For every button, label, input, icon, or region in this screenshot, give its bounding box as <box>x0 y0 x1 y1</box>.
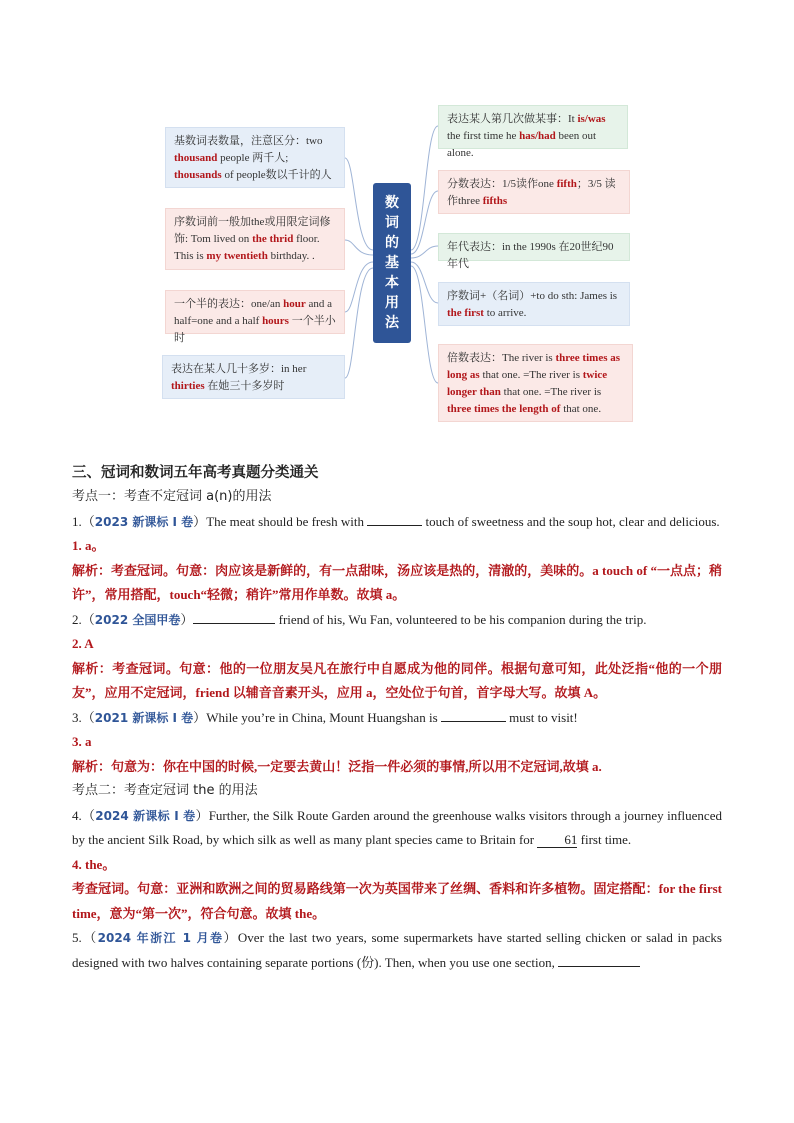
mindmap-left-item-3 <box>165 290 345 344</box>
item-highlight: hour <box>283 298 306 310</box>
item-text: 序数词+（名词）+to do sth: James is <box>447 290 618 302</box>
explanation-1: 解析：考查冠词。句意：肉应该是新鲜的，有一点甜味，汤应该是热的，清澈的，美味的。a touch of “一点点；稍许”，常用搭配，touch“轻微；稍许”常用作单数。故填 a。 <box>72 562 722 602</box>
question-text: first time. <box>577 832 632 847</box>
center-char: 用 <box>385 295 399 311</box>
question-3 <box>72 706 722 731</box>
item-text: 分数表达：1/5读作one <box>447 178 557 190</box>
item-text: ；3/5 读作three <box>447 178 616 207</box>
item-text: 在她三十多岁时 <box>204 380 285 392</box>
answer-blank[interactable] <box>558 952 640 967</box>
question-text: friend of his, Wu Fan, volunteered to be his companion during the trip. <box>275 611 647 627</box>
item-text: the first time he <box>447 130 520 142</box>
answer-blank[interactable] <box>367 511 422 526</box>
item-highlight: three times the length of <box>447 403 561 415</box>
answer-1: 1. a。 <box>72 538 105 553</box>
center-char: 的 <box>385 235 399 251</box>
item-highlight: my twentieth <box>206 250 268 262</box>
mind-map <box>0 0 794 440</box>
item-highlight: the thrid <box>252 233 294 245</box>
item-highlight: is/was <box>577 113 606 125</box>
question-number-close: ） <box>193 513 207 529</box>
question-text: Further, the Silk Route Garden around the greenhouse walks visitors through a journey influenced by the ancient Silk Road, by which silk as well as many plant species came to Britain for <box>72 807 722 847</box>
mindmap-left-item-2 <box>165 208 345 270</box>
item-text: 表达在某人几十多岁：in her <box>171 363 307 375</box>
mindmap-right-item-2 <box>438 170 630 214</box>
question-text: must to visit! <box>505 709 578 725</box>
item-text: to arrive. <box>483 307 527 319</box>
item-text: been out alone. <box>447 130 597 159</box>
center-char: 数 <box>385 195 399 211</box>
item-text: and a half=one and a half <box>174 298 332 327</box>
item-text: 一个半的表达：one/an <box>174 298 284 310</box>
question-5 <box>72 926 722 975</box>
answer-4: 4. the。 <box>72 856 116 872</box>
item-text: 表达某人第几次做某事：It <box>447 113 578 125</box>
item-highlight: the first <box>447 307 484 319</box>
explanation-3: 解析：句意为：你在中国的时候,一定要去黄山！泛指一件必须的事情,所以用不定冠词,故填 a. <box>72 758 602 774</box>
section-title: 三、冠词和数词五年高考真题分类通关 <box>72 465 319 481</box>
item-text: people 两千人; <box>217 152 289 164</box>
question-number-close: ） <box>223 930 238 945</box>
question-number-close: ） <box>193 709 207 725</box>
question-number-close: ） <box>180 611 194 627</box>
question-number-close: ） <box>195 807 209 823</box>
center-char: 法 <box>385 315 399 331</box>
question-text: The meat should be fresh with <box>206 513 368 529</box>
question-source: 2023 新课标 I 卷 <box>94 514 194 529</box>
mindmap-right-item-3 <box>438 233 630 270</box>
mindmap-left-item-4 <box>162 355 345 399</box>
question-number: 5.（ <box>72 930 98 945</box>
item-highlight: fifths <box>482 195 508 207</box>
question-2 <box>72 608 722 633</box>
item-text: 倍数表达：The river is <box>447 352 556 364</box>
item-text: birthday. . <box>267 250 315 262</box>
question-source: 2022 全国甲卷 <box>94 612 181 627</box>
answer-2: 2. A <box>72 636 94 651</box>
item-text: that one. <box>560 403 602 415</box>
answer-blank-numbered[interactable]: 61 <box>537 832 577 848</box>
mindmap-right-item-5 <box>438 344 633 422</box>
item-text: 一个半小时 <box>174 315 336 344</box>
explanation-4: 考查冠词。句意：亚洲和欧洲之间的贸易路线第一次为英国带来了丝绸、香料和许多植物。固定搭配：for the first time，意为“第一次”，符合句意。故填 the。 <box>72 881 722 921</box>
mindmap-center-node <box>373 183 411 343</box>
mindmap-right-item-1 <box>438 105 628 159</box>
item-text: that one. =The river is <box>500 386 602 398</box>
answer-blank[interactable] <box>193 609 275 624</box>
center-char: 本 <box>385 275 399 291</box>
item-text: 年代表达：in the 1990s 在20世纪90年代 <box>447 241 614 270</box>
question-number: 1.（ <box>72 513 95 529</box>
kaodian-2-heading: 考点二：考查定冠词 the 的用法 <box>72 783 258 798</box>
question-text: touch of sweetness and the soup hot, clear and delicious. <box>422 513 720 529</box>
question-1 <box>72 510 722 535</box>
kaodian-1-heading: 考点一：考查不定冠词 a(n)的用法 <box>72 489 272 504</box>
item-highlight: twice longer than <box>447 369 608 398</box>
question-source: 2021 新课标 I 卷 <box>94 710 194 725</box>
question-number: 4.（ <box>72 807 96 823</box>
item-highlight: thousands <box>174 169 222 181</box>
item-highlight: three times as long as <box>447 352 621 381</box>
question-source: 2024 新课标 I 卷 <box>95 808 196 823</box>
item-text: that one. =The river is <box>479 369 583 381</box>
item-text: of people数以千计的人 <box>221 169 332 181</box>
item-text: 基数词表数量，注意区分：two <box>174 135 323 147</box>
center-char: 基 <box>385 255 399 271</box>
item-highlight: fifth <box>556 178 577 190</box>
center-char: 词 <box>385 215 399 231</box>
answer-blank[interactable] <box>441 707 506 722</box>
item-highlight: has/had <box>519 130 556 142</box>
question-4 <box>72 804 722 853</box>
explanation-2: 解析：考查冠词。句意：他的一位朋友吴凡在旅行中自愿成为他的同伴。根据句意可知，此处泛指“他的一个朋友”，应用不定冠词，friend 以辅音音素开头，应用 a，空处位于句首，首字母大写。故填 A。 <box>72 660 722 700</box>
item-text: floor. This is <box>174 233 320 262</box>
question-text: Over the last two years, some supermarkets have started selling chicken or salad in packs designed with two halves containing separate portions (份). Then, when you use one section, <box>72 930 722 970</box>
item-text: 序数词前一般加the或用限定词修饰: Tom lived on <box>174 216 331 245</box>
question-number: 3.（ <box>72 709 95 725</box>
question-source: 2024 年浙江 1 月卷 <box>97 931 224 945</box>
mindmap-right-item-4 <box>438 282 630 326</box>
item-highlight: hours <box>262 315 289 327</box>
question-number: 2.（ <box>72 611 95 627</box>
question-text: While you’re in China, Mount Huangshan is <box>206 709 441 725</box>
item-highlight: thousand <box>174 152 218 164</box>
item-highlight: thirties <box>171 380 205 392</box>
mindmap-left-item-1 <box>165 127 345 188</box>
answer-3: 3. a <box>72 734 92 749</box>
exercise-content <box>72 461 722 975</box>
